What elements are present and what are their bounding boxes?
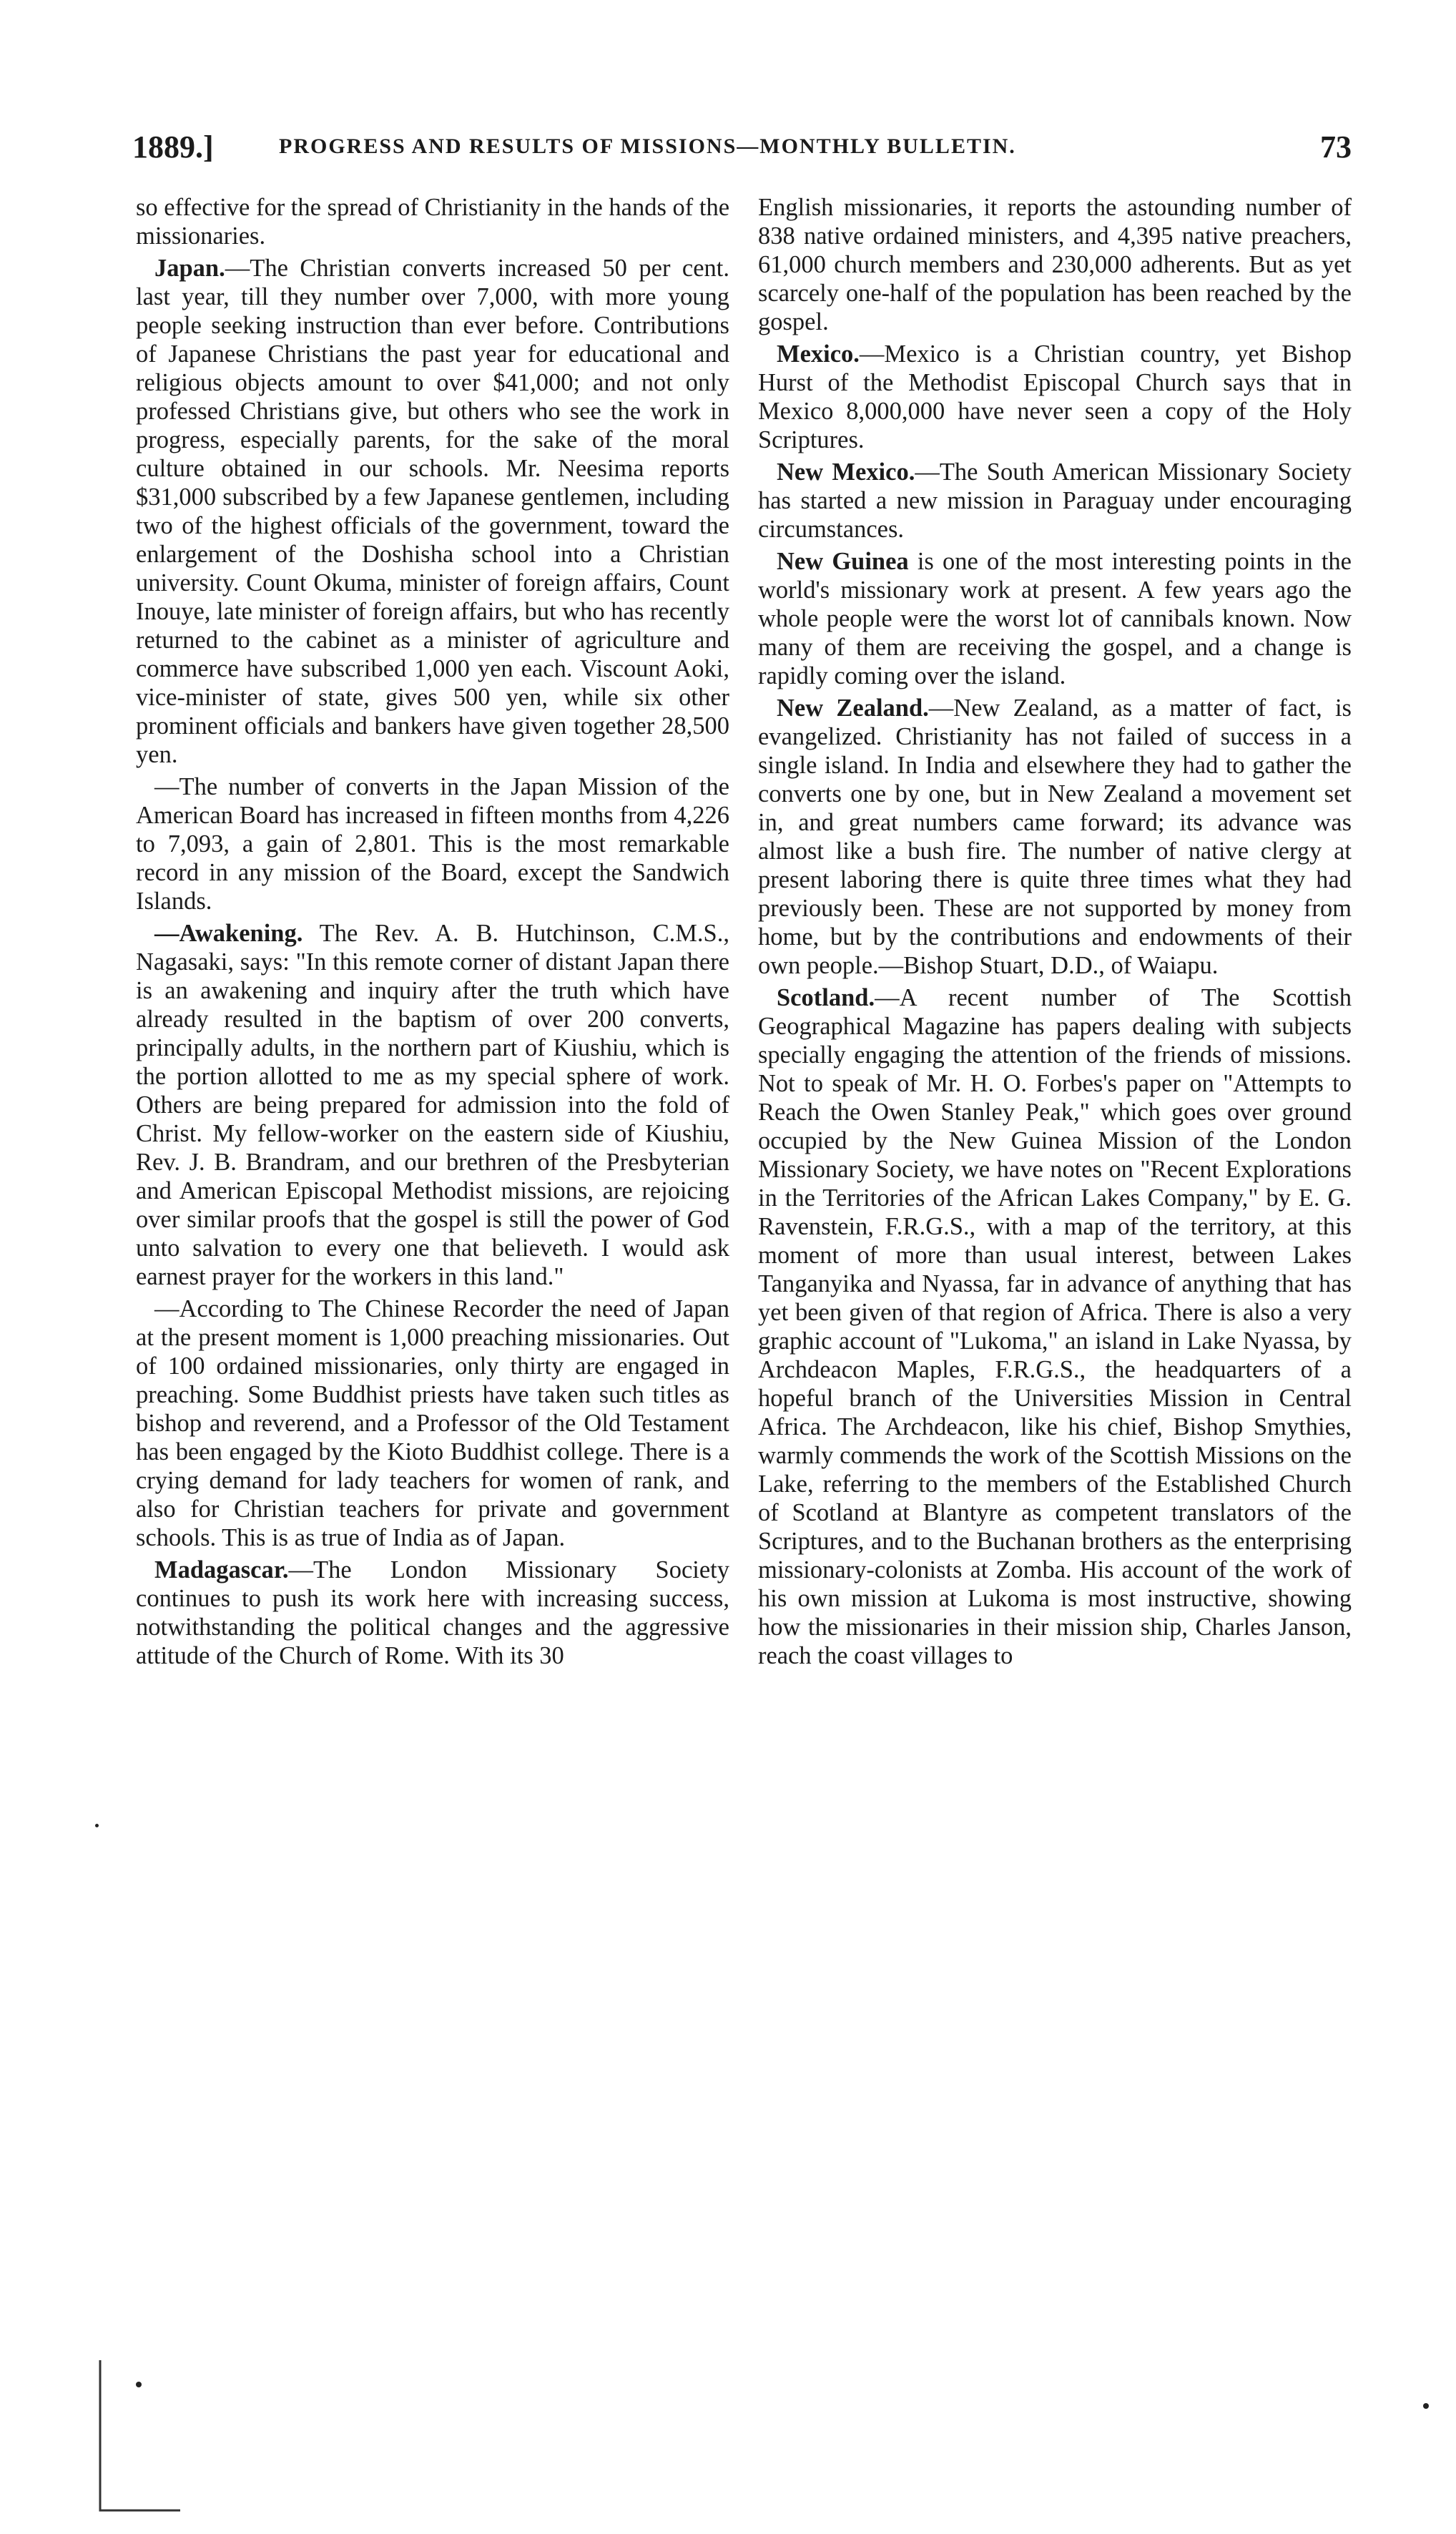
paragraph: New Mexico.—The South American Missionary Society has started a new mission in Paraguay under encouraging circumstances. xyxy=(758,458,1352,543)
running-header xyxy=(132,129,1352,172)
paragraph: —According to The Chinese Recorder the need of Japan at the present moment is 1,000 preaching missionaries. Out of 100 ordained missionaries, only thirty are engaged in preaching. Some Buddhist priests have taken such titles as bishop and reverend, and a Professor of the Old Testament has been engaged by the Kioto Buddhist college. There is a crying demand for lady teachers for women of rank, and also for Christian teachers for private and government schools. This is as true of India as of Japan. xyxy=(136,1295,729,1551)
paragraph: Scotland.—A recent number of The Scottish Geographical Magazine has papers dealing with subjects specially engaging the attention of the friends of missions. Not to speak of Mr. H. O. Forbes's paper on "Attempts to Reach the Owen Stanley Peak," which goes over ground occupied by the New Guinea Mission of the London Missionary Society, we have notes on "Recent Explorations in the Territories of the African Lakes Company," by E. G. Ravenstein, F.R.G.S., with a map of the territory, at this moment of more than usual interest, between Lakes Tanganyika and Nyassa, far in advance of anything that has yet been given of that region of Africa. There is also a very graphic account of "Lukoma," an island in Lake Nyassa, by Archdeacon Maples, F.R.G.S., the headquarters of a hopeful branch of the Universities Mission in Central Africa. The Archdeacon, like his chief, Bishop Smythies, warmly commends the work of the Scottish Missions on the Lake, referring to the members of the Established Church of Scotland at Blantyre as competent translators of the Scriptures, and to the Buchanan brothers as the enterprising missionary-colonists at Zomba. His account of the work of his own mission at Lukoma is most instructive, showing how the missionaries in their mission ship, Charles Janson, reach the coast villages to xyxy=(758,984,1352,1669)
section-lead: —Awakening. xyxy=(154,920,303,947)
paragraph: Madagascar.—The London Missionary Society continues to push its work here with increasing success, notwithstanding the political changes and the aggressive attitude of the Church of Rome. With its 30 xyxy=(136,1556,729,1669)
paragraph: so effective for the spread of Christianity in the hands of the missionaries. xyxy=(136,194,729,250)
section-lead: Madagascar. xyxy=(154,1556,289,1583)
paragraph: New Guinea is one of the most interesting points in the world's missionary work at present. A few years ago the whole people were the worst lot of cannibals known. Now many of them are receiving the gospel, and a change is rapidly coming over the island. xyxy=(758,548,1352,689)
section-lead: New Mexico. xyxy=(777,458,915,486)
section-lead: New Zealand. xyxy=(777,694,929,722)
header-year: 1889.] xyxy=(132,129,214,164)
paragraph: Mexico.—Mexico is a Christian country, yet Bishop Hurst of the Methodist Episcopal Church says that in Mexico 8,000,000 have never seen a copy of the Holy Scriptures. xyxy=(758,340,1352,453)
margin-dot xyxy=(136,2382,142,2387)
margin-dot xyxy=(95,1824,99,1827)
margin-bracket-mark xyxy=(98,2346,184,2525)
paragraph: New Zealand.—New Zealand, as a matter of fact, is evangelized. Christianity has not failed of success in a single island. In India and elsewhere they had to gather the converts one by one, but in New Zealand a movement set in, and great numbers came forward; its advance was almost like a bush fire. The number of native clergy at present laboring there is quite three times what they had previously been. These are not supported by money from home, but by the contributions and endowments of their own people.—Bishop Stuart, D.D., of Waiapu. xyxy=(758,694,1352,979)
section-lead: Mexico. xyxy=(777,340,860,368)
section-lead: New Guinea xyxy=(777,548,909,575)
paragraph: Japan.—The Christian converts increased 50 per cent. last year, till they number over 7,000, with more young people seeking instruction than ever before. Contributions of Japanese Christians the past year for educational and religious objects amount to over $41,000; and not only professed Christians give, but others who see the work in progress, especially parents, for the sake of the moral culture obtained in our schools. Mr. Neesima reports $31,000 subscribed by a few Japanese gentlemen, including two of the highest officials of the government, toward the enlargement of the Doshisha school into a Christian university. Count Okuma, minister of foreign affairs, Count Inouye, late minister of foreign affairs, but who has recently returned to the cabinet as a minister of agriculture and commerce have subscribed 1,000 yen each. Viscount Aoki, vice-minister of state, gives 500 yen, while six other prominent officials and bankers have given together 28,500 yen. xyxy=(136,255,729,768)
section-lead: Japan. xyxy=(154,255,225,282)
paragraph: —The number of converts in the Japan Mission of the American Board has increased in fifteen months from 4,226 to 7,093, a gain of 2,801. This is the most remarkable record in any mission of the Board, except the Sandwich Islands. xyxy=(136,773,729,915)
paragraph: English missionaries, it reports the astounding number of 838 native ordained ministers, and 4,395 native preachers, 61,000 church members and 230,000 adherents. But as yet scarcely one-half of the population has been reached by the gospel. xyxy=(758,194,1352,335)
paragraph: —Awakening. The Rev. A. B. Hutchinson, C.M.S., Nagasaki, says: "In this remote corner of distant Japan there is an awakening and inquiry after the truth which have already resulted in the baptism of over 200 converts, principally adults, in the northern part of Kiushiu, which is the portion allotted to me as my special sphere of work. Others are being prepared for admission into the fold of Christ. My fellow-worker on the eastern side of Kiushiu, Rev. J. B. Brandram, and our brethren of the Presbyterian and American Episcopal Methodist missions, are rejoicing over similar proofs that the gospel is still the power of God unto salvation to every one that believeth. I would ask earnest prayer for the workers in this land." xyxy=(136,920,729,1290)
section-lead: Scotland. xyxy=(777,984,875,1011)
margin-dot xyxy=(1423,2403,1429,2409)
left-column xyxy=(136,193,729,2482)
header-title: PROGRESS AND RESULTS OF MISSIONS—MONTHLY BULLETIN. xyxy=(279,134,1016,158)
page-number: 73 xyxy=(1320,129,1352,164)
right-column xyxy=(758,193,1352,2482)
